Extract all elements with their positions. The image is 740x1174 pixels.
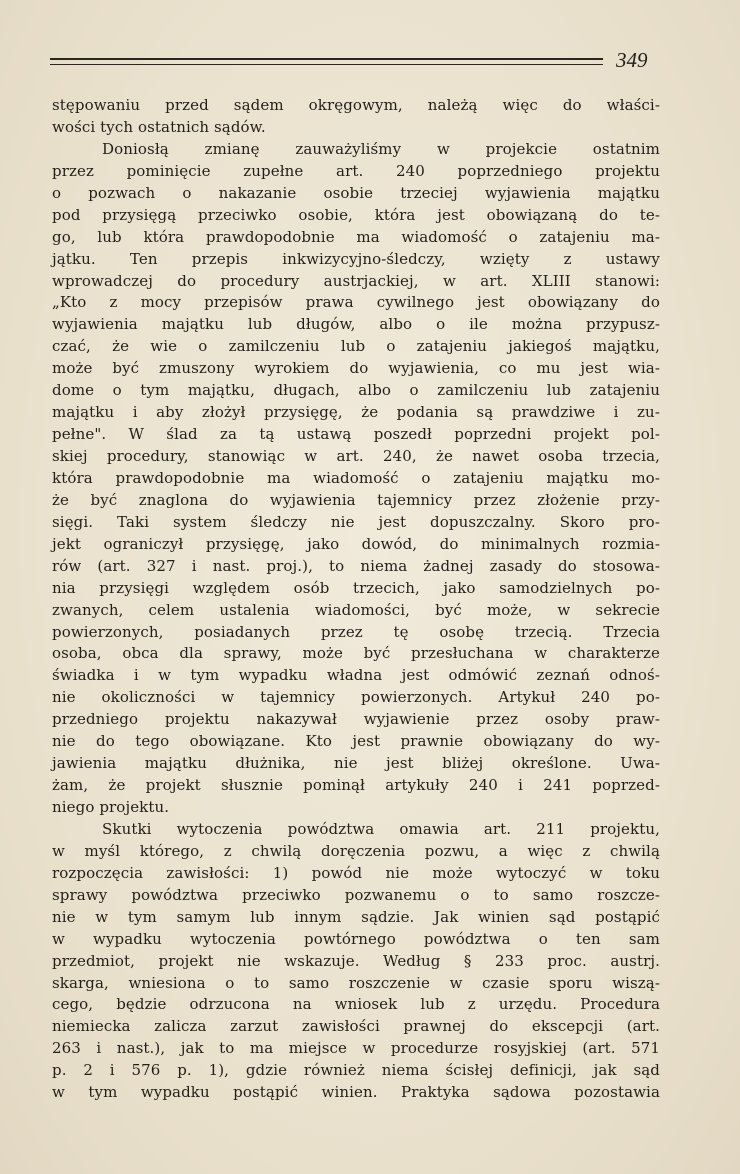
text-line: „Kto z mocy przepisów prawa cywilnego jest obowiązany do (52, 293, 660, 312)
text-line: zwanych, celem ustalenia wiadomości, być może, w sekrecie (52, 600, 660, 619)
text-line: jątku. Ten przepis inkwizycyjno-śledczy, wzięty z ustawy (52, 249, 660, 268)
text-line: że być znaglona do wyjawienia tajemnicy przez złożenie przy- (52, 490, 660, 509)
text-line: rów (art. 327 i nast. proj.), to niema żadnej zasady do stosowa- (52, 556, 660, 575)
text-line: cego, będzie odrzucona na wniosek lub z urzędu. Procedura (52, 995, 660, 1014)
text-line: jekt ograniczył przysięgę, jako dowód, do minimalnych rozmia- (52, 534, 660, 553)
text-line: w myśl którego, z chwilą doręczenia pozwu, a więc z chwilą (52, 841, 660, 860)
text-line: czać, że wie o zamilczeniu lub o zatajeniu jakiegoś majątku, (52, 337, 660, 356)
text-line: nie okoliczności w tajemnicy powierzonych. Artykuł 240 po- (52, 688, 660, 707)
text-line: skarga, wniesiona o to samo roszczenie w czasie sporu wiszą- (52, 973, 660, 992)
text-line: wości tych ostatnich sądów. (52, 117, 266, 136)
text-line: może być zmuszony wyrokiem do wyjawienia, co mu jest wia- (52, 359, 660, 378)
text-line: przedmiot, projekt nie wskazuje. Według § 233 proc. austrj. (52, 951, 660, 970)
text-line: w tym wypadku postąpić winien. Praktyka sądowa pozostawia (52, 1083, 660, 1102)
text-line: dome o tym majątku, długach, albo o zamilczeniu lub zatajeniu (52, 381, 660, 400)
text-line: przez pominięcie zupełne art. 240 poprzedniego projektu (52, 161, 660, 180)
text-line: nia przysięgi względem osób trzecich, jako samodzielnych po- (52, 578, 660, 597)
text-line: p. 2 i 576 p. 1), gdzie również niema ścisłej definicji, jak sąd (52, 1061, 660, 1080)
text-line: sięgi. Taki system śledczy nie jest dopuszczalny. Skoro pro- (52, 512, 660, 531)
page-number: 349 (616, 48, 648, 72)
text-line: rozpoczęcia zawisłości: 1) powód nie może wytoczyć w toku (52, 863, 660, 882)
text-line: przedniego projektu nakazywał wyjawienie przez osoby praw- (52, 710, 660, 729)
text-line: osoba, obca dla sprawy, może być przesłuchana w charakterze (52, 644, 660, 663)
text-line: wprowadczej do procedury austrjackiej, w art. XLIII stanowi: (52, 271, 660, 290)
text-line: o pozwach o nakazanie osobie trzeciej wyjawienia majątku (52, 183, 660, 202)
text-line: Doniosłą zmianę zauważyliśmy w projekcie ostatnim (102, 139, 660, 158)
text-line: jawienia majątku dłużnika, nie jest bliżej określone. Uwa- (52, 754, 660, 773)
text-line: niemiecka zalicza zarzut zawisłości prawnej do ekscepcji (art. (52, 1017, 660, 1036)
text-line: pod przysięgą przeciwko osobie, która jest obowiązaną do te- (52, 205, 660, 224)
text-line: 263 i nast.), jak to ma miejsce w procedurze rosyjskiej (art. 571 (52, 1039, 660, 1058)
text-line: sprawy powództwa przeciwko pozwanemu o to samo roszcze- (52, 885, 660, 904)
text-line: nie do tego obowiązane. Kto jest prawnie obowiązany do wy- (52, 732, 660, 751)
text-line: powierzonych, posiadanych przez tę osobę trzecią. Trzecia (52, 622, 660, 641)
text-line: pełne". W ślad za tą ustawą poszedł poprzedni projekt pol- (52, 425, 660, 444)
text-line: która prawdopodobnie ma wiadomość o zatajeniu majątku mo- (52, 468, 660, 487)
text-line: stępowaniu przed sądem okręgowym, należą więc do właści- (52, 96, 660, 114)
text-line: skiej procedury, stanowiąc w art. 240, że nawet osoba trzecia, (52, 447, 660, 465)
text-line: wyjawienia majątku lub długów, albo o ile można przypusz- (52, 315, 660, 334)
text-line: majątku i aby złożył przysięgę, że podania są prawdziwe i zu- (52, 403, 660, 422)
body-text (52, 95, 660, 1104)
text-line: świadka i w tym wypadku władna jest odmówić zeznań odnoś- (52, 666, 660, 685)
text-line: w wypadku wytoczenia powtórnego powództwa o ten sam (52, 929, 660, 948)
text-line: niego projektu. (52, 798, 170, 816)
text-line: Skutki wytoczenia powództwa omawia art. 211 projektu, (102, 819, 660, 838)
text-line: go, lub która prawdopodobnie ma wiadomość o zatajeniu ma- (52, 227, 660, 246)
text-line: żam, że projekt słusznie pominął artykuły 240 i 241 poprzed- (52, 776, 660, 795)
text-line: nie w tym samym lub innym sądzie. Jak winien sąd postąpić (52, 907, 660, 926)
header-rule (50, 58, 603, 65)
